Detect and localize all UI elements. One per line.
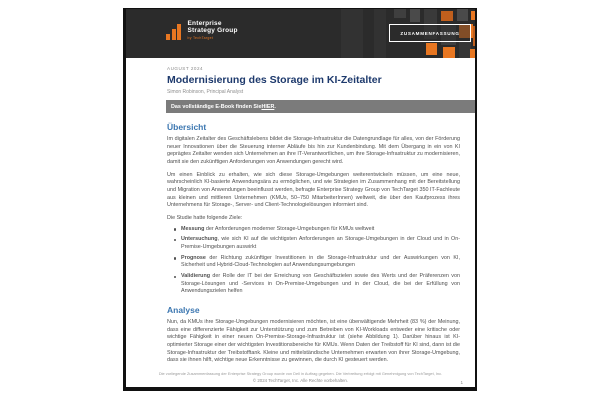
publication-date: AUGUST 2024 [167, 66, 204, 71]
uebersicht-paragraph-1: Im digitalen Zeitalter des Geschäftslebens bildet die Storage-Infrastruktur die Datengrundlage für alles, von der Förderung neuer Innovationen über die Steuerung interner Abläufe bis hin zur Kundenbindung. Mit dem Übergang in ein von KI geprägtes Zeitalter wenden sich Unternehmen an ihre IT-Verantwortlichen, um ihre Storage-Infrastruktur zu modernisieren, damit sie den zukünftigen Anforderungen von Anwendungen gerecht wird. [167, 136, 460, 166]
logo-byline: by TechTarget [187, 35, 214, 40]
goals-list [173, 226, 460, 296]
report-header [126, 9, 475, 58]
ebook-notice-text: Das vollständige E-Book finden Sie [171, 103, 262, 110]
page-footer [126, 371, 475, 383]
footer-copyright: © 2024 TechTarget, Inc. Alle Rechte vorbehalten. [252, 378, 349, 383]
section-heading-analyse: Analyse [167, 305, 200, 316]
document-title: Modernisierung des Storage im KI-Zeitalter [167, 74, 382, 86]
zusammenfassung-button[interactable]: ZUSAMMENFASSUNG [389, 24, 471, 42]
uebersicht-paragraph-2: Um einen Einblick zu erhalten, wie sich diese Storage-Umgebungen weiterentwickeln müssen, um eine neue, wahrscheinlich KI-basierte Anwendungsära zu ermöglichen, und wie Strategien im Zusammenhang mit der Bereitstellung und Migration von Anwendungen beeinflusst werden, befragte Enterprise Strategy Group von TechTarget 350 IT-Fachleute aus kleinen und mittleren Unternehmen (KMUs, 50–750 MitarbeiterInnen) weltweit, die über den Kaufprozess ihres Unternehmens für Storage-, Server- und Client-Technologielösungen informiert sind. [167, 171, 460, 209]
document-content [126, 58, 475, 365]
page-number: 1 [460, 380, 463, 385]
goal-item-prognose: Prognose der Richtung zukünftiger Investitionen in die Storage-Infrastruktur und der Auswirkungen von KI, Sicherheit und Hybrid-Cloud-Technologien auf Anwendungsumgebungen [173, 255, 460, 270]
logo-text-line2: Strategy Group [187, 27, 238, 35]
goal-item-validierung: Validierung der Rolle der IT bei der Erreichung von Geschäftszielen sowie des Werts und der Präferenzen von Storage-Lösungen und -Services in On-Premise-Umgebungen und in der Cloud, die bei der Erfüllung von Anwendungszielen helfen [173, 273, 460, 296]
goal-item-messung: Messung der Anforderungen moderner Storage-Umgebungen für KMUs weltweit [173, 226, 460, 234]
document-page [123, 8, 477, 391]
ebook-hier-link[interactable]: HIER [261, 103, 275, 110]
section-heading-uebersicht: Übersicht [167, 122, 207, 132]
goal-item-untersuchung: Untersuchung, wie sich KI auf die wichtigsten Anforderungen an Storage-Umgebungen in der Cloud und in On-Premise-Umgebungen auswirkt [173, 236, 460, 251]
analyse-paragraph-1: Nun, da KMUs ihre Storage-Umgebungen modernisieren möchten, ist eine überwältigende Mehrheit (83 %) der Meinung, dass eine differenzierte Fähigkeit zur Unterstützung und zum Betreiben von KI-Workloads entweder eine kritische oder wichtige Fähigkeit in einer neuen On-Premise-Storage-Infrastruktur ist (siehe Abbildung 1). Darüber hinaus ist KI-optimierter Storage einer der wichtigsten Investitionsbereiche für KMUs. Wenn Daten der Treibstoff für KI sind, dann ist die Storage-Infrastruktur der Treibstofftank. Kleine und mittelständische Unternehmen erwarten von ihrer Storage-Umgebung, dass sie ihnen hilft, wichtige neue Erkenntnisse zu gewinnen, die durch KI gesteuert werden. [167, 319, 460, 364]
goals-intro: Die Studie hatte folgende Ziele: [167, 215, 243, 222]
ebook-notice-suffix: . [274, 103, 276, 110]
footer-attribution: Die vorliegende Zusammenfassung der Enterprise Strategy Group wurde von Dell in Auftrag gegeben. Die Verbreitung erfolgt mit Genehmigung von TechTarget, Inc. [158, 371, 443, 376]
ebook-notice-bar [166, 100, 475, 113]
author-line: Simon Robinson, Principal Analyst [167, 89, 244, 95]
logo-text-line1: Enterprise [187, 20, 222, 27]
